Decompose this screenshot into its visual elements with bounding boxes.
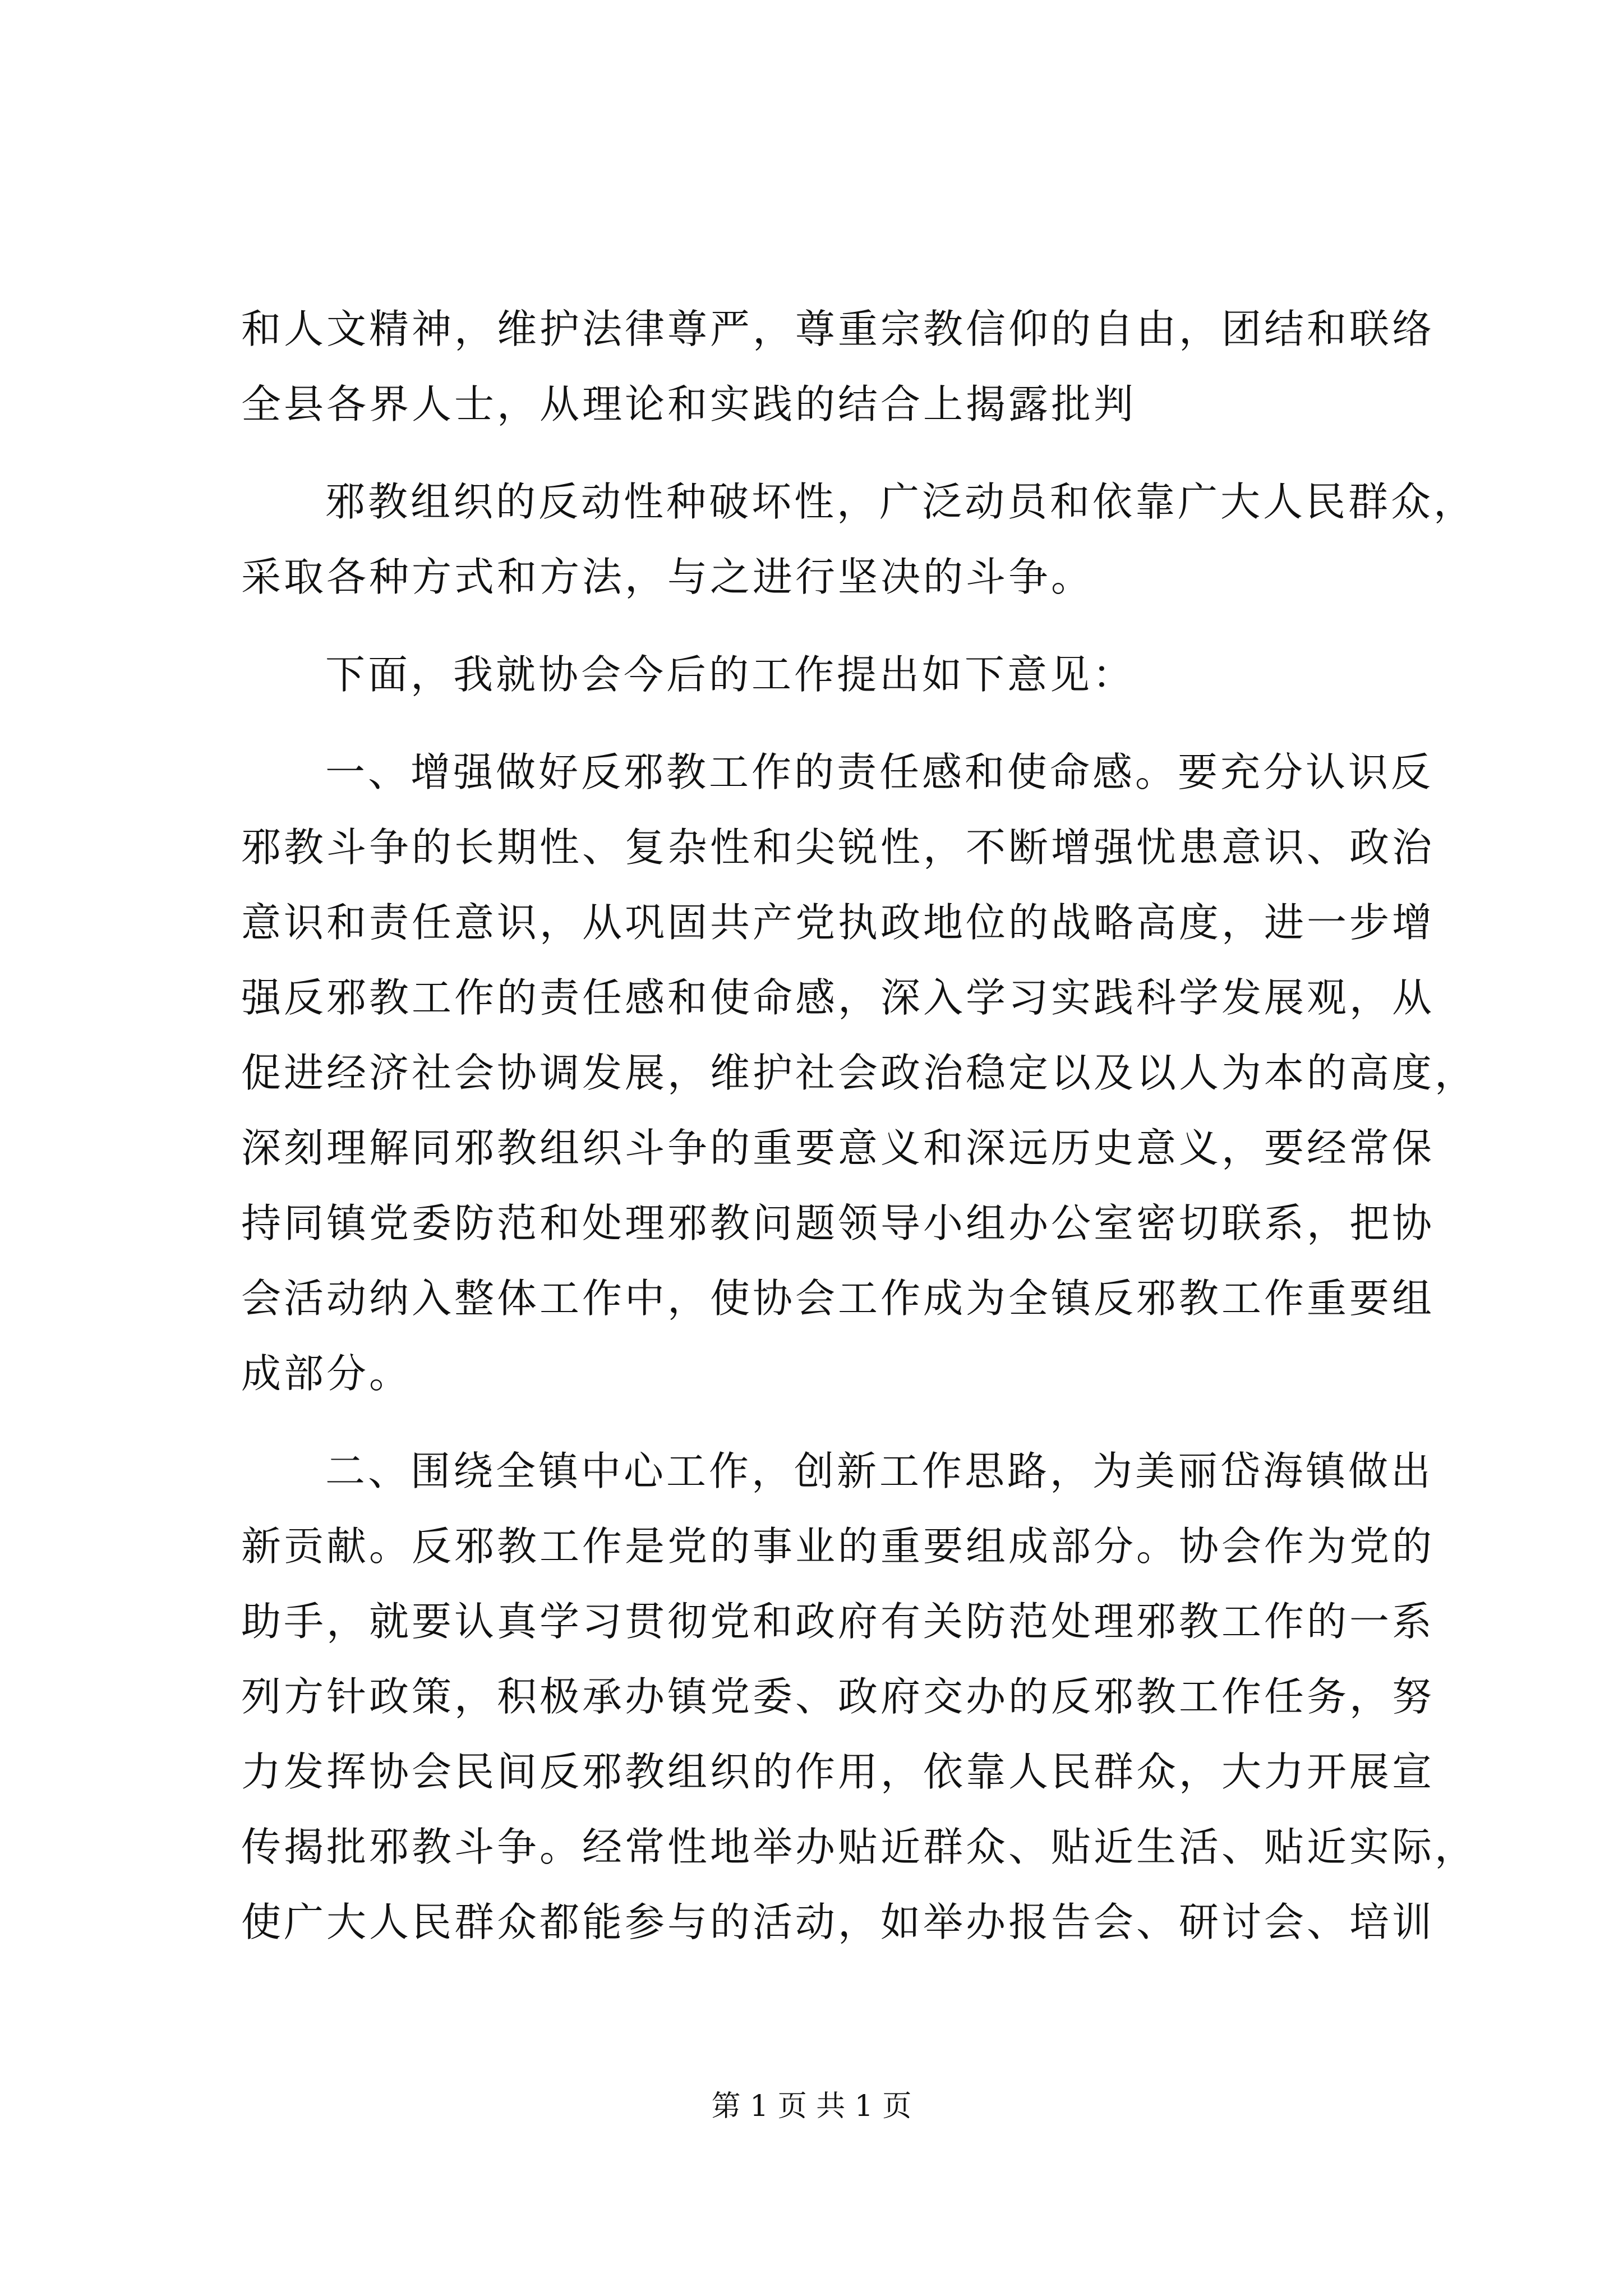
text-line: 成部分。 (241, 1350, 412, 1397)
text-line: 全县各界人士，从理论和实践的结合上揭露批判 (241, 381, 1137, 427)
text-line: 意识和责任意识，从巩固共产党执政地位的战略高度，进一步增 (241, 899, 1435, 946)
text-line: 促进经济社会协调发展，维护社会政治稳定以及以人为本的高度， (241, 1050, 1478, 1096)
text-line: 采取各种方式和方法，与之进行坚决的斗争。 (241, 554, 1094, 600)
text-line: 会活动纳入整体工作中，使协会工作成为全镇反邪教工作重要组 (241, 1275, 1435, 1322)
text-line: 和人文精神，维护法律尊严，尊重宗教信仰的自由，团结和联络 (241, 306, 1435, 352)
text-line: 力发挥协会民间反邪教组织的作用，依靠人民群众，大力开展宣 (241, 1749, 1435, 1795)
text-line: 持同镇党委防范和处理邪教问题领导小组办公室密切联系，把协 (241, 1200, 1435, 1246)
text-line: 使广大人民群众都能参与的活动，如举办报告会、研讨会、培训 (241, 1899, 1435, 1945)
text-line: 新贡献。反邪教工作是党的事业的重要组成部分。协会作为党的 (241, 1523, 1435, 1570)
document-body (241, 292, 1478, 1960)
text-line: 列方针政策，积极承办镇党委、政府交办的反邪教工作任务，努 (241, 1673, 1435, 1720)
paragraph-first-line: 下面，我就协会今后的工作提出如下意见： (325, 651, 1136, 698)
section-heading-line: 一、增强做好反邪教工作的责任感和使命感。要充分认识反 (325, 749, 1434, 795)
text-line: 邪教斗争的长期性、复杂性和尖锐性，不断增强忧患意识、政治 (241, 824, 1435, 871)
text-line: 深刻理解同邪教组织斗争的重要意义和深远历史意义，要经常保 (241, 1125, 1435, 1171)
text-line: 传揭批邪教斗争。经常性地举办贴近群众、贴近生活、贴近实际， (241, 1824, 1478, 1870)
page-footer (0, 2087, 1623, 2126)
text-line: 助手，就要认真学习贯彻党和政府有关防范处理邪教工作的一系 (241, 1598, 1435, 1645)
section-heading-line: 二、围绕全镇中心工作，创新工作思路，为美丽岱海镇做出 (325, 1448, 1434, 1494)
text-line: 强反邪教工作的责任感和使命感，深入学习实践科学发展观，从 (241, 974, 1435, 1021)
page-number: 第 1 页 共 1 页 (711, 2090, 912, 2123)
paragraph-first-line: 邪教组织的反动性种破坏性，广泛动员和依靠广大人民群众， (325, 478, 1477, 525)
